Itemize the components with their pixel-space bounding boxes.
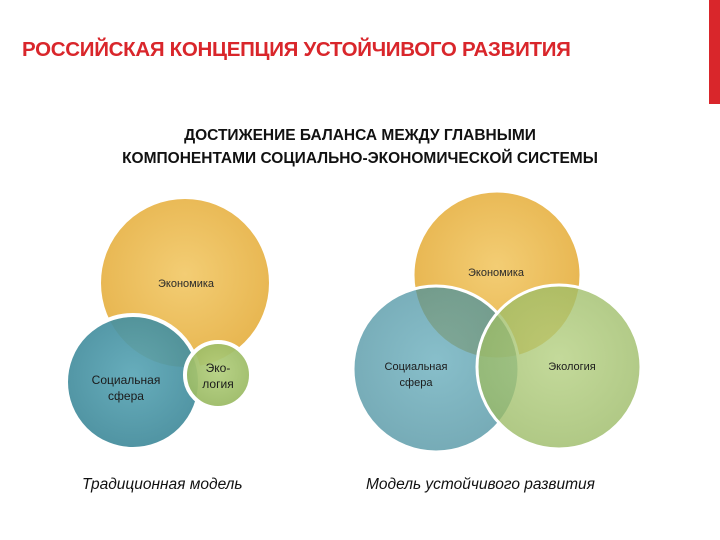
sustainable-economy-label: Экономика	[467, 267, 525, 279]
traditional-social-label-line-2: сфера	[108, 389, 144, 403]
sustainable-model	[353, 191, 641, 452]
traditional-model	[66, 197, 271, 449]
sustainable-social-label-line-2: сфера	[399, 377, 433, 389]
traditional-economy-label: Экономика	[157, 278, 215, 290]
slide-title: РОССИЙСКАЯ КОНЦЕПЦИЯ УСТОЙЧИВОГО РАЗВИТИЯ	[22, 38, 571, 61]
traditional-model-caption: Традиционная модель	[82, 476, 243, 493]
subtitle-line-1: ДОСТИЖЕНИЕ БАЛАНСА МЕЖДУ ГЛАВНЫМИ	[184, 127, 536, 144]
sustainable-social-label-line-1: Социальная	[384, 361, 448, 373]
sustainable-model-caption: Модель устойчивого развития	[366, 476, 595, 493]
traditional-ecology-label-line-2: логия	[202, 377, 234, 391]
traditional-ecology-label-line-1: Эко-	[205, 361, 231, 375]
traditional-ecology-circle	[185, 342, 251, 408]
sustainable-ecology-label: Экология	[548, 361, 596, 373]
subtitle-line-2: КОМПОНЕНТАМИ СОЦИАЛЬНО-ЭКОНОМИЧЕСКОЙ СИСТЕМЫ	[122, 150, 598, 167]
traditional-social-label-line-1: Социальная	[91, 373, 161, 387]
